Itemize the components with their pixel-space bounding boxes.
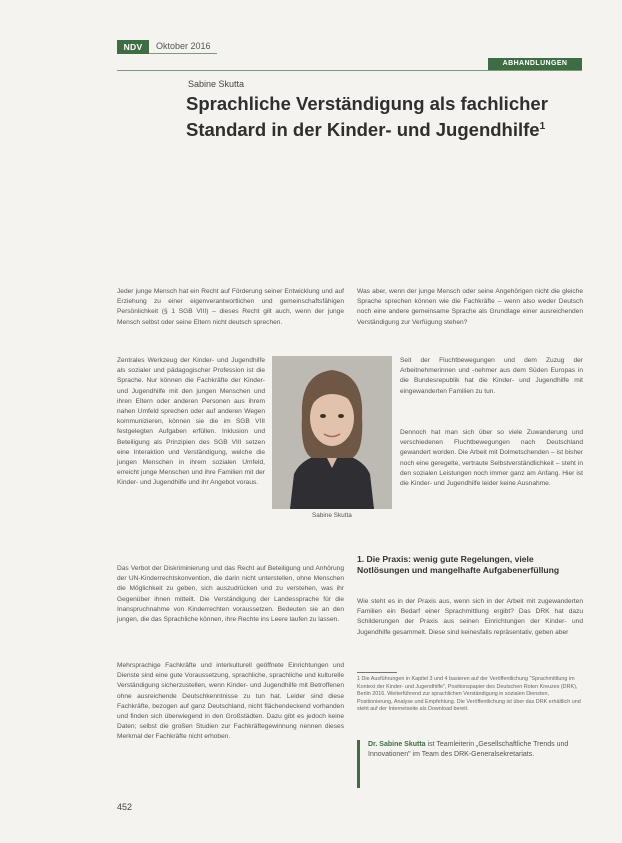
portrait-illustration bbox=[272, 356, 392, 509]
bio-name: Dr. Sabine Skutta bbox=[368, 741, 426, 748]
page-number: 452 bbox=[117, 802, 133, 812]
issue-date: Oktober 2016 bbox=[156, 41, 211, 51]
article-author: Sabine Skutta bbox=[188, 79, 245, 89]
col2-paragraph-1: Was aber, wenn der junge Mensch oder seine Angehörigen nicht die gleiche Sprache sprechen können wie die Fachkräfte – wenn also weder Deutsch noch eine andere gemeinsame Sprache als Grundlage einer ausreichenden Verständigung zur Verfügung stehen? bbox=[357, 288, 583, 326]
section-heading: 1. Die Praxis: wenig gute Regelungen, viele Notlösungen und mangelhafte Aufgabenerfüllung bbox=[357, 554, 560, 575]
title-footnote-marker: 1 bbox=[539, 121, 546, 132]
col1-paragraph-4: Mehrsprachige Fachkräfte und interkulturell geöffnete Einrichtungen und Dienste sind eine gute Voraussetzung, sprachliche, sprachliche und kulturelle Verständigung sicherzustellen, wenn Kinder- und Jugendhilfe mit Betroffenen ohne ausreichende Deutschkenntnisse zu tun hat. Leider sind diese Fachkräfte, bezogen auf ganz Deutschland, nicht flächendeckend vorhanden und finden sich überwiegend in den Großstädten. Dazu gibt es jedoch keine Daten; selbst die großen Studien zur Fachkräftegewinnung nennen dieses Merkmal der Fachkräfte nicht erhoben. bbox=[117, 662, 344, 741]
author-portrait bbox=[272, 356, 392, 509]
photo-caption: Sabine Skutta bbox=[312, 512, 352, 519]
col1-paragraph-1: Jeder junge Mensch hat ein Recht auf Förderung seiner Entwicklung und auf Erziehung zu einer eigenverantwortlichen und gemeinschaftsfähigen Persönlichkeit (§ 1 SGB VIII) – dieses Recht gilt auch, wenn der junge Mensch selbst oder seine Eltern nicht deutsch sprechen. bbox=[117, 288, 344, 326]
col2-paragraph-2: Seit der Fluchtbewegungen und dem Zuzug der Arbeitnehmerinnen und -nehmer aus dem Süden Europas in die Bundesrepublik hat die Kinder- und Jugendhilfe mit eingewanderten Familien zu tun. bbox=[400, 357, 583, 395]
footnote-rule bbox=[357, 672, 397, 673]
publisher-logo: NDV bbox=[117, 40, 149, 54]
col1-paragraph-2: Zentrales Werkzeug der Kinder- und Jugendhilfe als sozialer und pädagogischer Profession ist die Sprache. Nur können die Fachkräfte der Kinder- und Jugendhilfe mit den jungen Menschen und ihren Eltern oder anderen Personen aus ihrem nahen Umfeld sprechen oder auf anderen Wegen kommunizieren, können sie die im SGB VIII festgelegten Aufgaben erfüllen. Inklusion und Beteiligung als Prinzipien des SGB VIII setzen eine Interaktion und Verständigung, welche die jungen Menschen in ihrem sozialen Umfeld, erreicht junge Menschen und ihre Familien mit der Kinder- und Jugendhilfe und ihr Angebot voraus. bbox=[117, 357, 265, 487]
author-bio bbox=[357, 740, 579, 788]
article-title-text: Sprachliche Verständigung als fachlicher Standard in der Kinder- und Jugendhilfe bbox=[186, 93, 548, 141]
header-rule-right bbox=[117, 70, 582, 71]
article-title bbox=[186, 92, 576, 141]
section-tag: ABHANDLUNGEN bbox=[488, 58, 582, 70]
bio-text: ist Teamleiterin „Gesellschaftliche Trends und Innovationen" im Team des DRK-Generalsekretariats. bbox=[368, 741, 569, 758]
col2-paragraph-4: Wie steht es in der Praxis aus, wenn sich in der Arbeit mit zugewanderten Familien ein Bedarf einer Sprachmittlung ergibt? Das DRK hat dazu Schilderungen der Praxis aus seinen Einrichtungen der Kinder- und Jugendhilfe gesammelt. Diese sind keinesfalls repräsentativ, geben aber bbox=[357, 598, 583, 636]
footnote: 1 Die Ausführungen in Kapitel 3 und 4 basieren auf der Veröffentlichung "Sprachmittlung im Kontext der Kinder- und Jugendhilfe", Positionspapier des Deutschen Roten Kreuzes (DRK), Berlin 2016. Weiterführend zur sprachlichen Verständigung in sozialen Diensten, Positionierung, Analyse und Empfehlung. Die Veröffentlichung ist über das DRK erhältlich und steht auf der Internetseite als Download bereit. bbox=[357, 676, 581, 713]
col1-paragraph-3: Das Verbot der Diskriminierung und das Recht auf Beteiligung und Anhörung der UN-Kinderrechtskonvention, die darin nicht unterstellen, ohne Menschen die Möglichkeit zu geben, sich auszudrücken und zu verstehen, was ihr Gegenüber ihnen mitteilt. Die Verständigung der Landessprache für die Inanspruchnahme von Kinderrechten voraussetzen. Bedeuten sie an den jungen, die das Sprachliche können, ihre Rechte ins Leere laufen zu lassen. bbox=[117, 565, 344, 624]
col2-paragraph-3: Dennoch hat man sich über so viele Zuwanderung und verschiedenen Fluchtbewegungen nach Deutschland gewandert worden. Die Arbeit mit Dolmetschenden – ist bisher noch eine geregelte, vertraute Selbstverständlichkeit – steht in den sozialen Leistungen noch immer ganz am Anfang. Hier ist die Kinder- und Jugendhilfe leider keine Ausnahme. bbox=[400, 429, 583, 488]
